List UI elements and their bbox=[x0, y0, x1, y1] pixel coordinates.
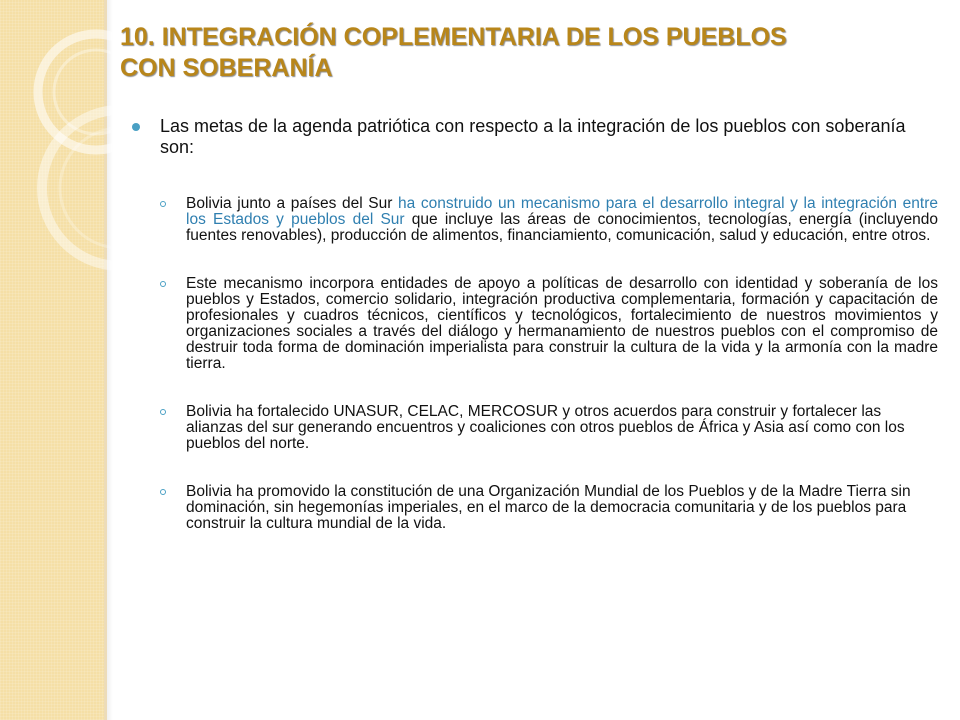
band-shadow bbox=[107, 0, 113, 720]
ring-bullet-icon bbox=[160, 281, 166, 287]
sub-bullet-item bbox=[130, 196, 938, 244]
sub-bullet-item bbox=[130, 276, 938, 372]
main-bullet-text: Las metas de la agenda patriótica con respecto a la integración de los pueblos con soberanía son: bbox=[160, 116, 906, 157]
ring-bullet-icon bbox=[160, 489, 166, 495]
sub-bullet-item bbox=[130, 404, 938, 452]
bullet-dot-icon bbox=[132, 123, 140, 131]
sub-bullet-text-after: que incluye las áreas de conocimientos, tecnologías, energía (incluyendo fuentes renovables), producción de alimentos, financiamiento, comunicación, salud y educación, entre otros. bbox=[186, 211, 938, 244]
ring-bullet-icon bbox=[160, 409, 166, 415]
main-bullet bbox=[130, 116, 938, 158]
sub-bullet-text: Bolivia ha fortalecido UNASUR, CELAC, MERCOSUR y otros acuerdos para construir y fortalecer las alianzas del sur generando encuentros y coaliciones con otros pueblos de África y Asia así como con los pueblos del norte. bbox=[186, 403, 905, 452]
slide-content bbox=[130, 116, 938, 564]
sub-bullet-list bbox=[130, 196, 938, 532]
sub-bullet-text-before: Bolivia junto a países del Sur bbox=[186, 195, 399, 212]
sub-bullet-item bbox=[130, 484, 938, 532]
slide-title-line-1: 10. INTEGRACIÓN COPLEMENTARIA DE LOS PUEBLOS bbox=[120, 23, 787, 51]
sub-bullet-text: Bolivia ha promovido la constitución de una Organización Mundial de los Pueblos y de la Madre Tierra sin dominación, sin hegemonías imperiales, en el marco de la democracia comunitaria y de los pueblos para construir la cultura mundial de la vida. bbox=[186, 483, 911, 532]
sub-bullet-highlight-text: ha construido un mecanismo para el desarrollo integral y la integración entre los Estados y pueblos del Sur bbox=[186, 195, 938, 228]
slide-title-line-2: CON SOBERANÍA bbox=[120, 54, 333, 82]
decorative-side-band bbox=[0, 0, 104, 720]
slide-title bbox=[120, 22, 920, 84]
ring-bullet-icon bbox=[160, 201, 166, 207]
sub-bullet-text: Este mecanismo incorpora entidades de apoyo a políticas de desarrollo con identidad y soberanía de los pueblos y Estados, comercio solidario, integración productiva complementaria, formación y capacitación de profesionales y cuadros técnicos, científicos y tecnológicos, fortalecimiento de nuestros movimientos y organizaciones sociales a través del diálogo y hermanamiento de nuestros pueblos con el compromiso de destruir toda forma de dominación imperialista para construir la cultura de la vida y la armonía con la madre tierra. bbox=[186, 275, 938, 372]
